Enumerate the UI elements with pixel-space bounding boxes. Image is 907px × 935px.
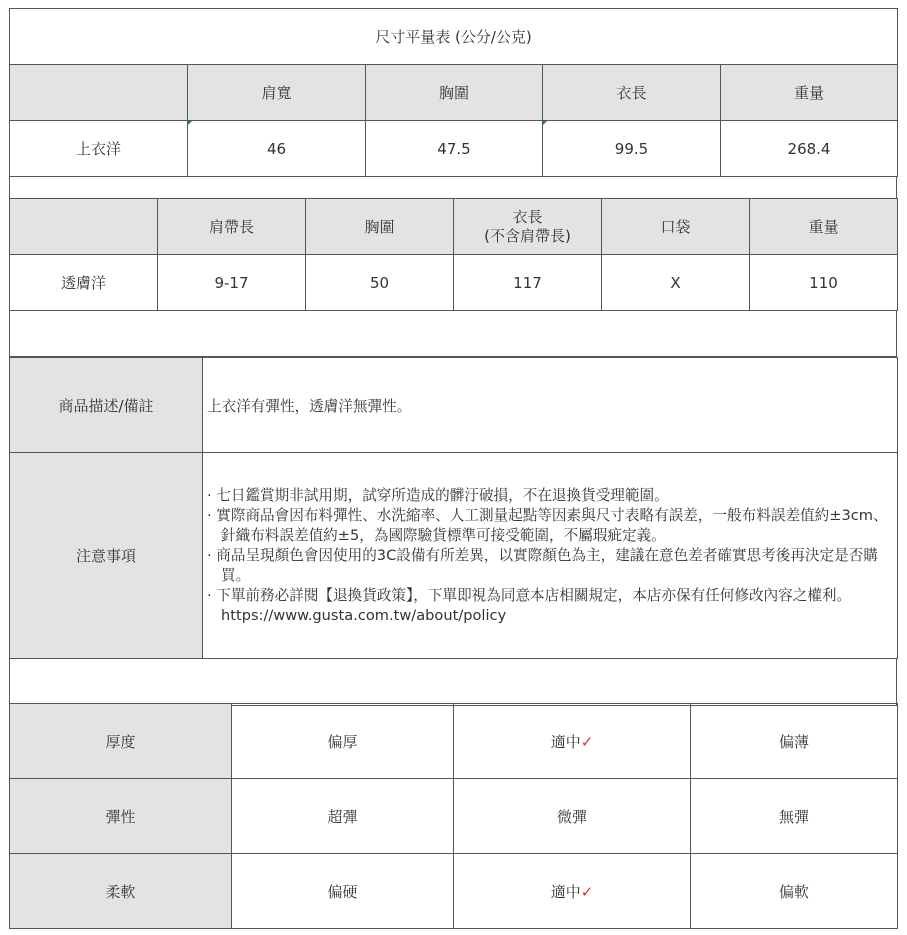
prop-option: [691, 779, 898, 854]
option-text: 微彈: [556, 807, 587, 826]
size2-cell-length: 117: [454, 255, 602, 311]
size-table-title: 尺寸平量表 (公分/公克): [10, 9, 898, 65]
info-table: [9, 357, 898, 659]
note-item: · 七日鑑賞期非試用期，試穿所造成的髒汙破損，不在退換貨受理範圍。: [207, 486, 669, 504]
option-text: 偏厚: [327, 732, 358, 751]
cell-corner-mark: [542, 121, 547, 126]
size2-cell-pocket: X: [602, 255, 750, 311]
size-cell-shoulder: 46: [188, 121, 366, 177]
prop-option-selected: [454, 854, 691, 929]
description-label: 商品描述/備註: [10, 358, 203, 453]
option-text: 無彈: [778, 807, 809, 826]
option-text: 適中: [550, 732, 581, 751]
size-table: [9, 8, 898, 177]
notes-cell: [203, 453, 898, 659]
prop-label-softness: 柔軟: [10, 854, 232, 929]
description-text: 上衣洋有彈性，透膚洋無彈性。: [203, 358, 898, 453]
notes-label: 注意事項: [10, 453, 203, 659]
size-cell-weight: 268.4: [721, 121, 898, 177]
size2-header-length: [454, 199, 602, 255]
size-header-blank: [10, 65, 188, 121]
size2-header-chest: 胸圍: [306, 199, 454, 255]
prop-label-thickness: 厚度: [10, 704, 232, 779]
spacer-row: [9, 177, 897, 199]
size-cell-chest: 47.5: [366, 121, 543, 177]
size2-row-label: 透膚洋: [10, 255, 158, 311]
prop-option: [232, 704, 454, 779]
size-table-2-block: [9, 198, 897, 357]
info-block: [9, 357, 897, 706]
size-header-chest: 胸圍: [366, 65, 543, 121]
spacer-row: [9, 659, 897, 706]
option-text: 超彈: [327, 807, 358, 826]
note-item: · 商品呈現顏色會因使用的3C設備有所差異，以實際顏色為主，建議在意色差者確實思考後再決定是否購買。: [207, 546, 878, 584]
size-header-length: 衣長: [543, 65, 721, 121]
spacer-row: [9, 311, 897, 357]
size2-cell-chest: 50: [306, 255, 454, 311]
size2-header-length-line1: 衣長: [512, 207, 543, 226]
size2-cell-weight: 110: [750, 255, 898, 311]
option-text: 偏硬: [327, 882, 358, 901]
size2-header-length-line2: (不含肩帶長): [484, 226, 571, 245]
prop-option: [232, 779, 454, 854]
option-text: 偏薄: [778, 732, 809, 751]
size2-cell-strap: 9-17: [158, 255, 306, 311]
note-item: · 下單前務必詳閱【退換貨政策】，下單即視為同意本店相關規定，本店亦保有任何修改內容之權利。https://www.gusta.com.tw/about/policy: [207, 586, 852, 624]
size-cell-length: 99.5: [543, 121, 721, 177]
properties-table: [9, 703, 898, 929]
check-icon: ✓: [580, 882, 594, 901]
option-text: 適中: [550, 882, 581, 901]
prop-option: [691, 704, 898, 779]
prop-label-elasticity: 彈性: [10, 779, 232, 854]
note-item: · 實際商品會因布料彈性、水洗縮率、人工測量起點等因素與尺寸表略有誤差，一般布料誤差值約±3cm、針織布料誤差值約±5，為國際驗貨標準可接受範圍，不屬瑕疵定義。: [207, 506, 888, 544]
size2-header-weight: 重量: [750, 199, 898, 255]
prop-option: [454, 779, 691, 854]
size-table-block: [9, 8, 897, 199]
check-icon: ✓: [580, 732, 594, 751]
notes-list: [203, 486, 897, 626]
size2-header-pocket: 口袋: [602, 199, 750, 255]
size2-header-strap: 肩帶長: [158, 199, 306, 255]
size2-header-blank: [10, 199, 158, 255]
properties-block: [9, 703, 897, 929]
option-text: 偏軟: [778, 882, 809, 901]
prop-option: [691, 854, 898, 929]
size-table-2: [9, 198, 898, 311]
prop-option-selected: [454, 704, 691, 779]
cell-corner-mark: [187, 121, 192, 126]
prop-option: [232, 854, 454, 929]
size-header-weight: 重量: [721, 65, 898, 121]
size-row-label: 上衣洋: [10, 121, 188, 177]
size-header-shoulder: 肩寬: [188, 65, 366, 121]
